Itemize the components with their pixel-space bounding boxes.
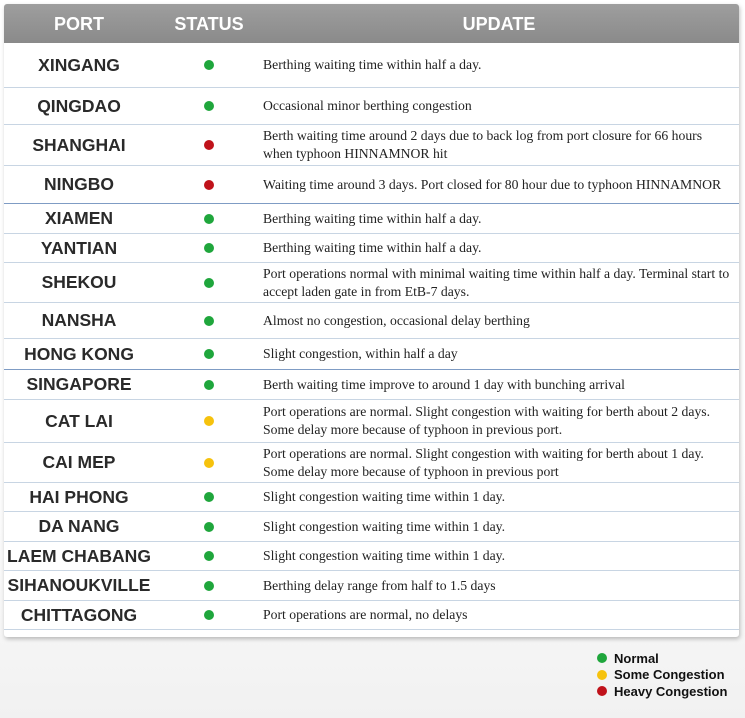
status-cell (159, 571, 259, 600)
update-text: Slight congestion waiting time within 1 day. (263, 489, 506, 504)
table-row (4, 166, 739, 204)
port-status-table (4, 4, 739, 637)
table-row (4, 370, 739, 400)
status-cell (159, 88, 259, 124)
status-cell (159, 443, 259, 482)
update-text: Slight congestion waiting time within 1 day. (263, 548, 506, 563)
status-normal-dot-icon (204, 380, 214, 390)
table-row (4, 571, 739, 601)
status-normal-dot-icon (204, 214, 214, 224)
status-some-dot-icon (204, 416, 214, 426)
status-normal-dot-icon (204, 101, 214, 111)
status-cell (159, 601, 259, 629)
status-normal-dot-icon (204, 316, 214, 326)
update-text: Waiting time around 3 days. Port closed for 80 hour due to typhoon HINNAMNOR (263, 176, 722, 192)
port-name: CAT LAI (45, 410, 113, 431)
status-cell (159, 542, 259, 570)
legend-item-normal (597, 650, 727, 667)
table-row (4, 483, 739, 512)
update-text: Berthing delay range from half to 1.5 days (263, 577, 496, 593)
status-normal-dot-icon (204, 551, 214, 561)
table-row (4, 443, 739, 483)
status-cell (159, 204, 259, 233)
update-text: Slight congestion, within half a day (263, 346, 458, 361)
port-name: QINGDAO (37, 95, 121, 116)
port-name: SHEKOU (41, 272, 117, 292)
legend-some-dot-icon (597, 670, 607, 680)
legend-normal-dot-icon (597, 653, 607, 663)
port-name: XIAMEN (44, 208, 114, 228)
update-text: Port operations are normal. Slight congestion with waiting for berth about 1 day. Some delay more because of typhoon in previous port (263, 445, 704, 479)
table-row (4, 542, 739, 571)
header-port: PORT (53, 14, 104, 34)
status-normal-dot-icon (204, 522, 214, 532)
table-row (4, 125, 739, 166)
update-text: Berthing waiting time within half a day. (263, 57, 482, 72)
status-cell (159, 483, 259, 511)
port-name: NINGBO (44, 174, 114, 194)
port-name: SINGAPORE (26, 374, 132, 394)
status-cell (159, 43, 259, 87)
table-row (4, 88, 739, 125)
status-cell (159, 303, 259, 338)
update-text: Berth waiting time improve to around 1 day with bunching arrival (263, 376, 625, 392)
status-cell (159, 263, 259, 302)
status-normal-dot-icon (204, 60, 214, 70)
status-cell (159, 166, 259, 203)
table-row (4, 339, 739, 370)
status-normal-dot-icon (204, 610, 214, 620)
table-row (4, 601, 739, 630)
status-heavy-dot-icon (204, 180, 214, 190)
table-row (4, 204, 739, 234)
port-name: SHANGHAI (32, 134, 126, 155)
update-text: Port operations are normal, no delays (263, 607, 468, 622)
status-cell (159, 370, 259, 399)
update-text: Port operations normal with minimal waiting time within half a day. Terminal start to accept laden gate in from EtB-7 days. (263, 265, 730, 299)
header-update: UPDATE (462, 14, 536, 34)
port-name: NANSHA (41, 310, 117, 330)
port-name: SIHANOUKVILLE (7, 575, 151, 595)
port-name: CHITTAGONG (20, 604, 138, 625)
update-text: Port operations are normal. Slight congestion with waiting for berth about 2 days. Some delay more because of typhoon in previous port. (263, 404, 711, 437)
legend-heavy-dot-icon (597, 686, 607, 696)
status-cell (159, 339, 259, 369)
port-name: YANTIAN (40, 237, 118, 258)
status-some-dot-icon (204, 458, 214, 468)
status-normal-dot-icon (204, 243, 214, 253)
status-cell (159, 234, 259, 262)
table-row (4, 400, 739, 443)
legend (597, 650, 727, 700)
update-text: Almost no congestion, occasional delay berthing (263, 312, 530, 328)
status-normal-dot-icon (204, 492, 214, 502)
legend-item-heavy (597, 683, 727, 700)
update-text: Berthing waiting time within half a day. (263, 210, 482, 226)
port-name: CAI MEP (42, 452, 116, 472)
status-normal-dot-icon (204, 349, 214, 359)
status-normal-dot-icon (204, 278, 214, 288)
update-text: Berth waiting time around 2 days due to back log from port closure for 66 hours when typhoon HINNAMNOR hit (263, 128, 703, 161)
table-row (4, 234, 739, 263)
port-name: HONG KONG (24, 343, 134, 364)
table-row (4, 43, 739, 88)
status-cell (159, 512, 259, 541)
legend-label: Normal (614, 650, 659, 666)
legend-label: Heavy Congestion (614, 683, 728, 699)
port-name: DA NANG (38, 516, 120, 536)
header-status: STATUS (174, 14, 244, 34)
port-name: LAEM CHABANG (7, 545, 151, 566)
legend-label: Some Congestion (614, 667, 725, 683)
port-name: XINGANG (38, 54, 120, 75)
update-text: Occasional minor berthing congestion (263, 98, 472, 113)
status-cell (159, 400, 259, 442)
update-text: Slight congestion waiting time within 1 day. (263, 518, 506, 534)
table-row (4, 263, 739, 303)
status-normal-dot-icon (204, 581, 214, 591)
table-row (4, 303, 739, 339)
table-header (4, 4, 739, 43)
status-heavy-dot-icon (204, 140, 214, 150)
status-cell (159, 125, 259, 165)
table-row (4, 512, 739, 542)
legend-item-some (597, 667, 727, 684)
update-text: Berthing waiting time within half a day. (263, 240, 482, 255)
port-name: HAI PHONG (29, 486, 129, 507)
